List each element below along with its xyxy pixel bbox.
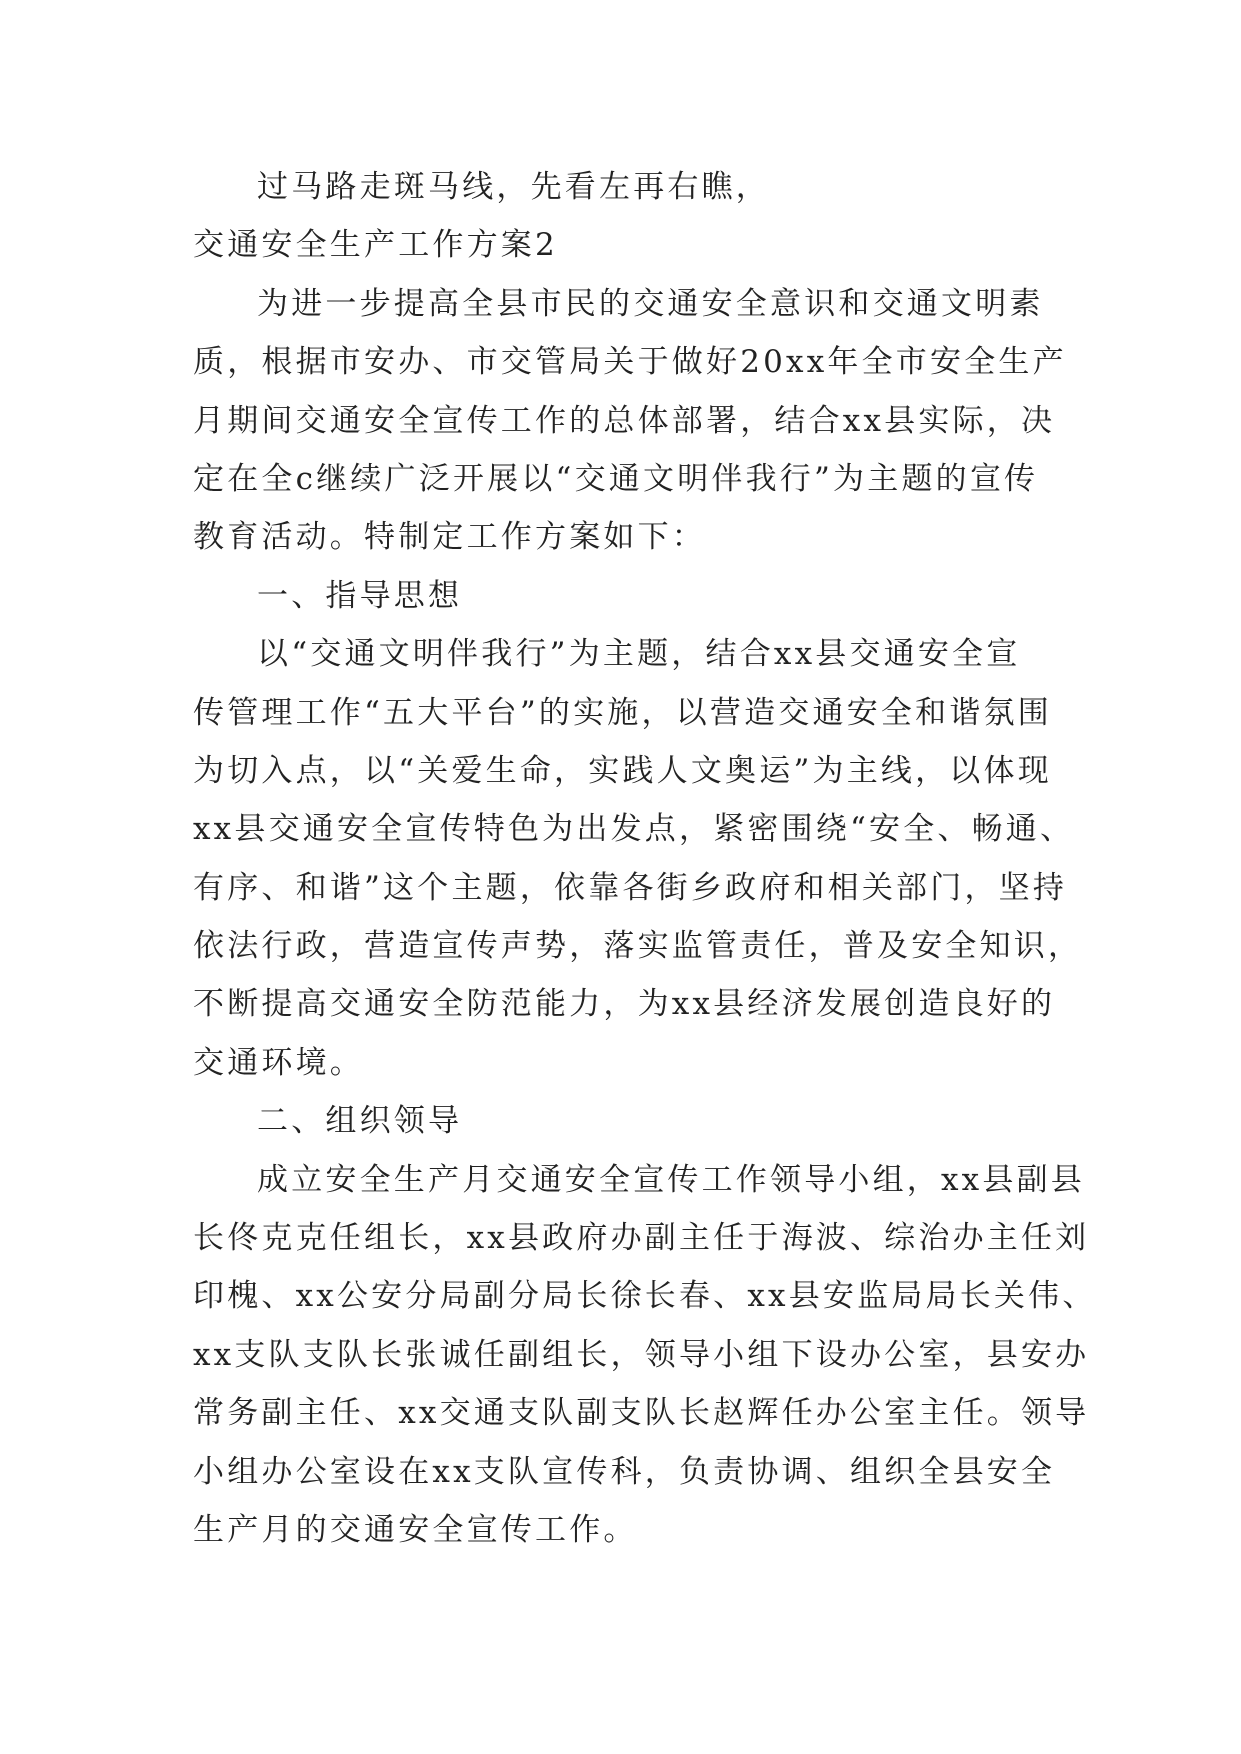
text-line: xx县交通安全宣传特色为出发点，紧密围绕“安全、畅通、 — [193, 811, 1075, 848]
text-line: 交通安全生产工作方案2 — [193, 227, 558, 264]
text-line: 过马路走斑马线，先看左再右瞧， — [257, 169, 770, 205]
text-line: 成立安全生产月交通安全宣传工作领导小组，xx县副县 — [257, 1161, 1085, 1198]
text-line: 质，根据市安办、市交管局关于做好20xx年全市安全生产 — [193, 344, 1067, 381]
text-line: 教育活动。特制定工作方案如下： — [193, 519, 706, 556]
text-line: 二、组织领导 — [257, 1103, 463, 1140]
text-line: 一、指导思想 — [257, 577, 463, 614]
text-line: 月期间交通安全宣传工作的总体部署，结合xx县实际，决 — [193, 402, 1056, 439]
text-line: 有序、和谐”这个主题，依靠各街乡政府和相关部门，坚持 — [193, 869, 1068, 906]
text-line: 不断提高交通安全防范能力，为xx县经济发展创造良好的 — [193, 986, 1056, 1023]
text-line: 交通环境。 — [193, 1044, 364, 1081]
text-line: 依法行政，营造宣传声势，落实监管责任，普及安全知识， — [193, 928, 1083, 965]
text-line: 为切入点，以“关爱生命，实践人文奥运”为主线，以体现 — [193, 752, 1052, 789]
text-line: 小组办公室设在xx支队宣传科，负责协调、组织全县安全 — [193, 1453, 1056, 1490]
text-line: 长佟克克任组长，xx县政府办副主任于海波、综治办主任刘 — [193, 1220, 1090, 1257]
text-line: 印槐、xx公安分局副分局长徐长春、xx县安监局局长关伟、 — [193, 1278, 1097, 1315]
text-line: 传管理工作“五大平台”的实施，以营造交通安全和谐氛围 — [193, 694, 1052, 731]
text-line: 为进一步提高全县市民的交通安全意识和交通文明素 — [257, 285, 1044, 322]
text-line: xx支队支队长张诚任副组长，领导小组下设办公室，县安办 — [193, 1336, 1090, 1373]
text-line: 生产月的交通安全宣传工作。 — [193, 1511, 638, 1548]
text-line: 以“交通文明伴我行”为主题，结合xx县交通安全宣 — [257, 636, 1021, 673]
document-body — [193, 158, 1097, 1559]
text-line: 常务副主任、xx交通支队副支队长赵辉任办公室主任。领导 — [193, 1395, 1090, 1432]
text-line: 定在全c继续广泛开展以“交通文明伴我行”为主题的宣传 — [193, 460, 1039, 497]
